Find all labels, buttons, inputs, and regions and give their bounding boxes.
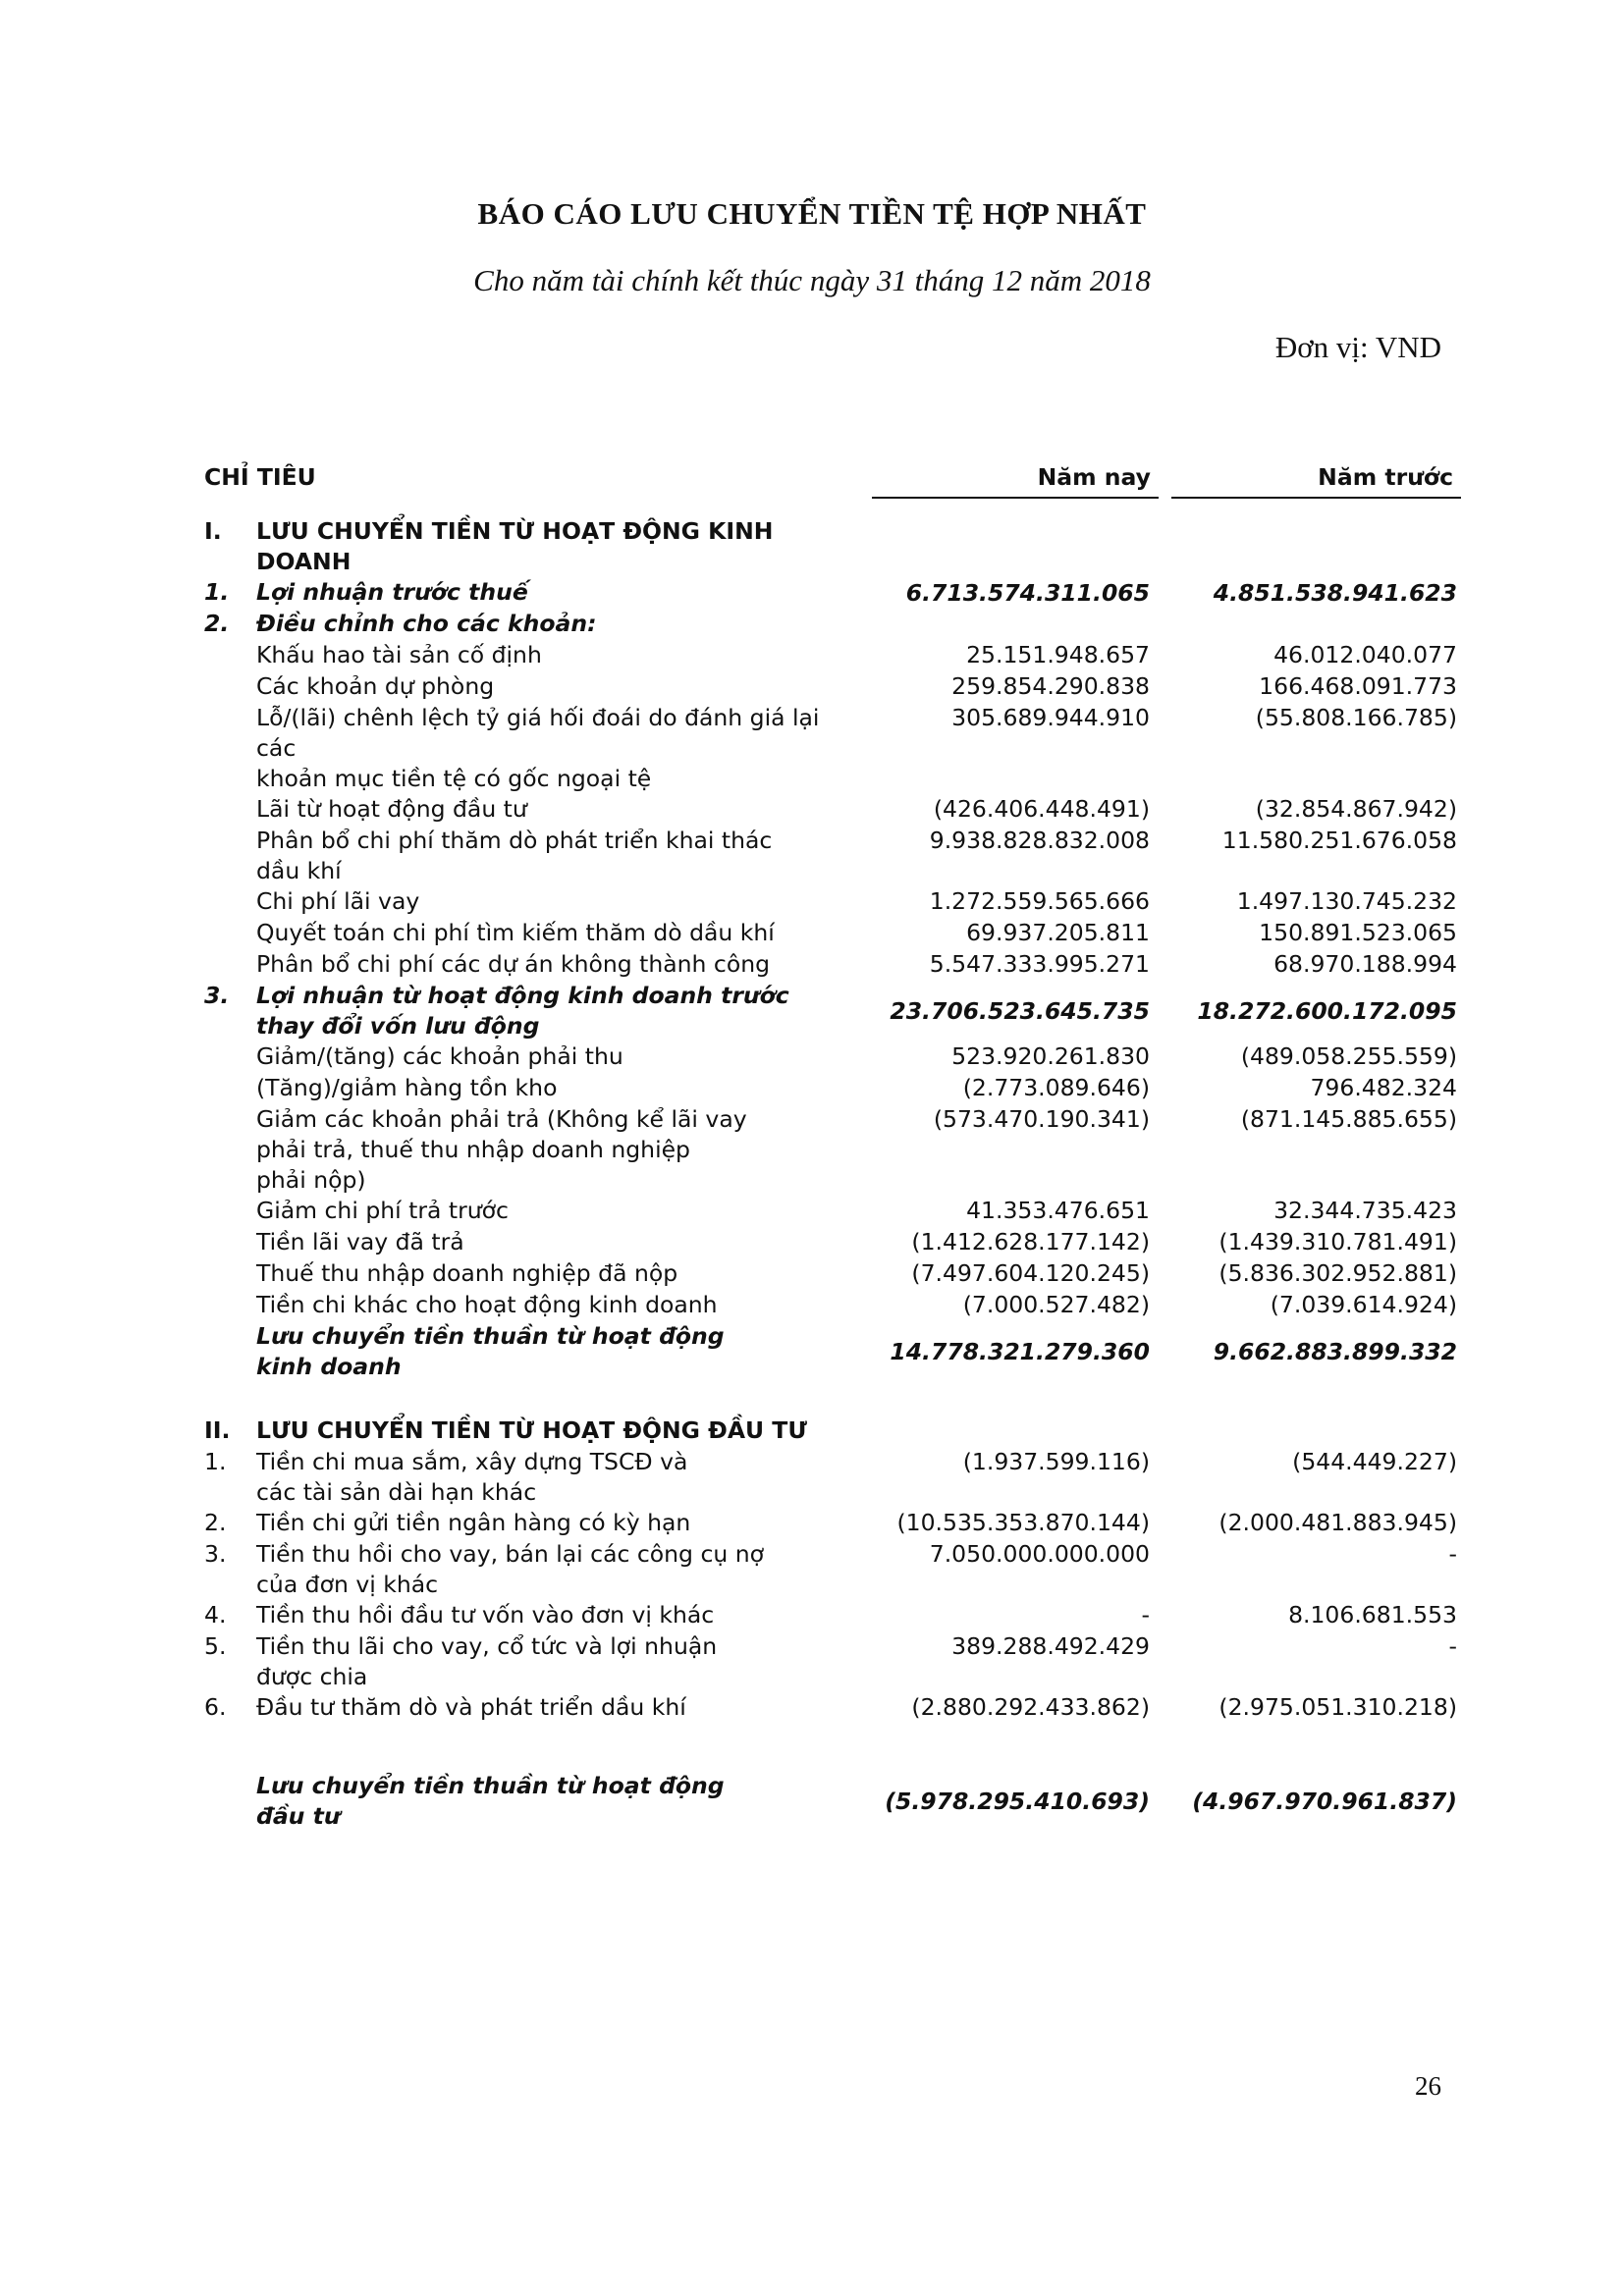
row-label-line: Giảm/(tăng) các khoản phải thu bbox=[256, 1042, 623, 1070]
row-label bbox=[256, 577, 845, 608]
value-previous-year: 150.891.523.065 bbox=[1259, 919, 1457, 946]
table-row bbox=[201, 794, 1461, 826]
row-label bbox=[256, 1196, 845, 1226]
value-previous-year: (1.439.310.781.491) bbox=[1218, 1228, 1457, 1255]
value-current-year: (10.535.353.870.144) bbox=[896, 1509, 1150, 1536]
value-previous-year: (2.975.051.310.218) bbox=[1218, 1693, 1457, 1721]
value-previous-year: (4.967.970.961.837) bbox=[1192, 1787, 1457, 1815]
value-previous-year: 1.497.130.745.232 bbox=[1236, 887, 1457, 915]
row-number: 1. bbox=[204, 1448, 227, 1475]
report-subtitle: Cho năm tài chính kết thúc ngày 31 tháng 12 năm 2018 bbox=[473, 263, 1151, 297]
row-label bbox=[256, 1227, 845, 1257]
row-label bbox=[256, 671, 845, 702]
value-previous-year: 4.851.538.941.623 bbox=[1213, 578, 1457, 607]
value-current-year: (426.406.448.491) bbox=[933, 795, 1150, 823]
row-label-line: LƯU CHUYỂN TIỀN TỪ HOẠT ĐỘNG KINH DOANH bbox=[256, 517, 774, 575]
table-row bbox=[201, 1692, 1461, 1724]
row-label-line: các tài sản dài hạn khác bbox=[256, 1478, 537, 1506]
table-row bbox=[201, 703, 1461, 794]
value-current-year: 23.706.523.645.735 bbox=[890, 996, 1150, 1025]
value-current-year: 1.272.559.565.666 bbox=[929, 887, 1150, 915]
row-label-line: Giảm các khoản phải trả (Không kể lãi vay bbox=[256, 1105, 747, 1133]
value-previous-year: 46.012.040.077 bbox=[1273, 641, 1457, 668]
row-label-line: Tiền thu lãi cho vay, cổ tức và lợi nhuận bbox=[256, 1632, 718, 1660]
value-current-year: 6.713.574.311.065 bbox=[905, 578, 1150, 607]
header-previous-year: Năm trước bbox=[1171, 463, 1461, 499]
row-label-line: Đầu tư thăm dò và phát triển dầu khí bbox=[256, 1693, 686, 1721]
page-number: 26 bbox=[1415, 2071, 1441, 2101]
table-row bbox=[201, 1415, 1461, 1447]
row-label bbox=[256, 703, 845, 794]
value-current-year: (2.880.292.433.862) bbox=[911, 1693, 1150, 1721]
row-label bbox=[256, 1600, 845, 1630]
row-label-line: Lợi nhuận trước thuế bbox=[256, 578, 528, 606]
row-label bbox=[256, 516, 845, 577]
row-label-line: khoản mục tiền tệ có gốc ngoại tệ bbox=[256, 765, 652, 792]
row-label-line: Phân bổ chi phí thăm dò phát triển khai thác bbox=[256, 827, 773, 854]
value-previous-year: (7.039.614.924) bbox=[1270, 1291, 1457, 1318]
value-current-year: - bbox=[1141, 1601, 1150, 1629]
value-previous-year: 166.468.091.773 bbox=[1259, 672, 1457, 700]
table-row bbox=[201, 1073, 1461, 1104]
value-current-year: 523.920.261.830 bbox=[951, 1042, 1150, 1070]
table-row bbox=[201, 1104, 1461, 1196]
row-label bbox=[256, 794, 845, 825]
row-label bbox=[256, 1539, 845, 1600]
table-row bbox=[201, 1321, 1461, 1382]
row-label bbox=[256, 1290, 845, 1320]
row-label-line: Tiền thu hồi đầu tư vốn vào đơn vị khác bbox=[256, 1601, 715, 1629]
table-row bbox=[201, 516, 1461, 577]
value-current-year: 7.050.000.000.000 bbox=[929, 1540, 1150, 1568]
value-current-year: 25.151.948.657 bbox=[966, 641, 1150, 668]
row-label-line: Thuế thu nhập doanh nghiệp đã nộp bbox=[256, 1259, 678, 1287]
table-row bbox=[201, 1771, 1461, 1832]
row-label-line: Lưu chuyển tiền thuần từ hoạt động bbox=[256, 1322, 725, 1350]
value-previous-year: 68.970.188.994 bbox=[1273, 950, 1457, 978]
row-label bbox=[256, 1447, 845, 1508]
table-row bbox=[201, 577, 1461, 609]
row-label bbox=[256, 1073, 845, 1103]
row-number: 1. bbox=[204, 578, 230, 606]
row-label-line: phải nộp) bbox=[256, 1166, 366, 1194]
table-row bbox=[201, 671, 1461, 703]
cash-flow-table bbox=[201, 459, 1461, 1832]
table-row bbox=[201, 1539, 1461, 1600]
value-previous-year: (544.449.227) bbox=[1292, 1448, 1457, 1475]
row-label bbox=[256, 609, 845, 639]
currency-unit: Đơn vị: VND bbox=[1274, 330, 1441, 364]
row-spacer bbox=[201, 1724, 1461, 1771]
table-header bbox=[201, 459, 1461, 503]
row-label-line: phải trả, thuế thu nhập doanh nghiệp bbox=[256, 1136, 690, 1163]
value-current-year: 41.353.476.651 bbox=[966, 1197, 1150, 1224]
row-label bbox=[256, 981, 845, 1041]
table-row bbox=[201, 1290, 1461, 1321]
value-previous-year: (32.854.867.942) bbox=[1255, 795, 1457, 823]
value-previous-year: (55.808.166.785) bbox=[1255, 704, 1457, 731]
row-number: 5. bbox=[204, 1632, 227, 1660]
row-number: 6. bbox=[204, 1693, 227, 1721]
value-previous-year: 18.272.600.172.095 bbox=[1197, 996, 1457, 1025]
row-label bbox=[256, 918, 845, 948]
row-label bbox=[256, 1041, 845, 1072]
row-number: 2. bbox=[204, 1509, 227, 1536]
value-current-year: 259.854.290.838 bbox=[951, 672, 1150, 700]
row-label-line: Lưu chuyển tiền thuần từ hoạt động bbox=[256, 1772, 725, 1799]
row-number: II. bbox=[204, 1416, 231, 1444]
table-row bbox=[201, 1227, 1461, 1258]
row-label-line: Tiền thu hồi cho vay, bán lại các công cụ nợ bbox=[256, 1540, 764, 1568]
row-label-line: LƯU CHUYỂN TIỀN TỪ HOẠT ĐỘNG ĐẦU TƯ bbox=[256, 1416, 807, 1444]
value-previous-year: - bbox=[1448, 1540, 1457, 1568]
value-current-year: (7.000.527.482) bbox=[962, 1291, 1150, 1318]
row-label-line: Giảm chi phí trả trước bbox=[256, 1197, 509, 1224]
table-row bbox=[201, 1508, 1461, 1539]
row-number: 2. bbox=[204, 610, 230, 637]
value-previous-year: 11.580.251.676.058 bbox=[1221, 827, 1457, 854]
table-body bbox=[201, 503, 1461, 1832]
table-row bbox=[201, 1631, 1461, 1692]
value-previous-year: (5.836.302.952.881) bbox=[1218, 1259, 1457, 1287]
table-row bbox=[201, 949, 1461, 981]
table-row bbox=[201, 1600, 1461, 1631]
row-label-line: Tiền chi mua sắm, xây dựng TSCĐ và bbox=[256, 1448, 688, 1475]
row-label-line: Lợi nhuận từ hoạt động kinh doanh trước bbox=[256, 982, 789, 1009]
row-label bbox=[256, 1104, 845, 1196]
row-label bbox=[256, 826, 845, 886]
value-previous-year: (2.000.481.883.945) bbox=[1218, 1509, 1457, 1536]
row-label-line: Quyết toán chi phí tìm kiếm thăm dò dầu khí bbox=[256, 919, 775, 946]
value-previous-year: 796.482.324 bbox=[1310, 1074, 1457, 1101]
row-label-line: Điều chỉnh cho các khoản: bbox=[256, 610, 597, 637]
table-row bbox=[201, 1258, 1461, 1290]
value-current-year: 14.778.321.279.360 bbox=[890, 1337, 1150, 1365]
row-label-line: Tiền chi gửi tiền ngân hàng có kỳ hạn bbox=[256, 1509, 691, 1536]
table-row bbox=[201, 1041, 1461, 1073]
row-label-line: kinh doanh bbox=[256, 1353, 402, 1380]
row-label bbox=[256, 949, 845, 980]
value-current-year: 9.938.828.832.008 bbox=[929, 827, 1150, 854]
report-title: BÁO CÁO LƯU CHUYỂN TIỀN TỆ HỢP NHẤT bbox=[477, 196, 1147, 231]
table-row bbox=[201, 640, 1461, 671]
value-current-year: 389.288.492.429 bbox=[951, 1632, 1150, 1660]
row-label bbox=[256, 886, 845, 917]
row-label-line: dầu khí bbox=[256, 857, 342, 884]
table-row bbox=[201, 609, 1461, 640]
row-label-line: Các khoản dự phòng bbox=[256, 672, 495, 700]
row-label bbox=[256, 1258, 845, 1289]
row-label-line: Chi phí lãi vay bbox=[256, 887, 420, 915]
table-row bbox=[201, 1447, 1461, 1508]
row-spacer bbox=[201, 1382, 1461, 1415]
row-label-line: (Tăng)/giảm hàng tồn kho bbox=[256, 1074, 558, 1101]
value-current-year: (2.773.089.646) bbox=[962, 1074, 1150, 1101]
row-label-line: Tiền chi khác cho hoạt động kinh doanh bbox=[256, 1291, 718, 1318]
value-previous-year: 32.344.735.423 bbox=[1273, 1197, 1457, 1224]
value-current-year: (1.937.599.116) bbox=[962, 1448, 1150, 1475]
row-label bbox=[256, 1415, 845, 1446]
row-label-line: Phân bổ chi phí các dự án không thành công bbox=[256, 950, 771, 978]
table-row bbox=[201, 1196, 1461, 1227]
row-label-line: được chia bbox=[256, 1663, 368, 1690]
row-label-line: của đơn vị khác bbox=[256, 1571, 439, 1598]
table-row bbox=[201, 826, 1461, 886]
value-current-year: (7.497.604.120.245) bbox=[911, 1259, 1150, 1287]
row-number: 4. bbox=[204, 1601, 227, 1629]
row-label bbox=[256, 640, 845, 670]
value-previous-year: 8.106.681.553 bbox=[1288, 1601, 1457, 1629]
value-previous-year: 9.662.883.899.332 bbox=[1213, 1337, 1457, 1365]
table-row bbox=[201, 886, 1461, 918]
table-row bbox=[201, 981, 1461, 1041]
row-number: 3. bbox=[204, 1540, 227, 1568]
row-label-line: đầu tư bbox=[256, 1802, 341, 1830]
row-number: I. bbox=[204, 517, 222, 545]
row-label-line: Tiền lãi vay đã trả bbox=[256, 1228, 464, 1255]
value-current-year: (1.412.628.177.142) bbox=[911, 1228, 1150, 1255]
row-label-line: Khấu hao tài sản cố định bbox=[256, 641, 542, 668]
row-label bbox=[256, 1508, 845, 1538]
row-label bbox=[256, 1321, 845, 1382]
row-label-line: Lỗ/(lãi) chênh lệch tỷ giá hối đoái do đánh giá lại các bbox=[256, 704, 820, 762]
row-number: 3. bbox=[204, 982, 230, 1009]
header-indicator: CHỈ TIÊU bbox=[204, 463, 316, 491]
value-current-year: (5.978.295.410.693) bbox=[885, 1787, 1150, 1815]
row-label-line: Lãi từ hoạt động đầu tư bbox=[256, 795, 527, 823]
row-label bbox=[256, 1692, 845, 1723]
value-previous-year: (489.058.255.559) bbox=[1240, 1042, 1457, 1070]
value-previous-year: - bbox=[1448, 1632, 1457, 1660]
value-current-year: (573.470.190.341) bbox=[933, 1105, 1150, 1133]
header-current-year: Năm nay bbox=[872, 463, 1159, 499]
row-label-line: thay đổi vốn lưu động bbox=[256, 1012, 540, 1040]
value-current-year: 305.689.944.910 bbox=[951, 704, 1150, 731]
row-label bbox=[256, 1771, 845, 1832]
value-current-year: 5.547.333.995.271 bbox=[929, 950, 1150, 978]
value-previous-year: (871.145.885.655) bbox=[1240, 1105, 1457, 1133]
value-current-year: 69.937.205.811 bbox=[966, 919, 1150, 946]
table-row bbox=[201, 918, 1461, 949]
row-label bbox=[256, 1631, 845, 1692]
row-spacer bbox=[201, 503, 1461, 516]
